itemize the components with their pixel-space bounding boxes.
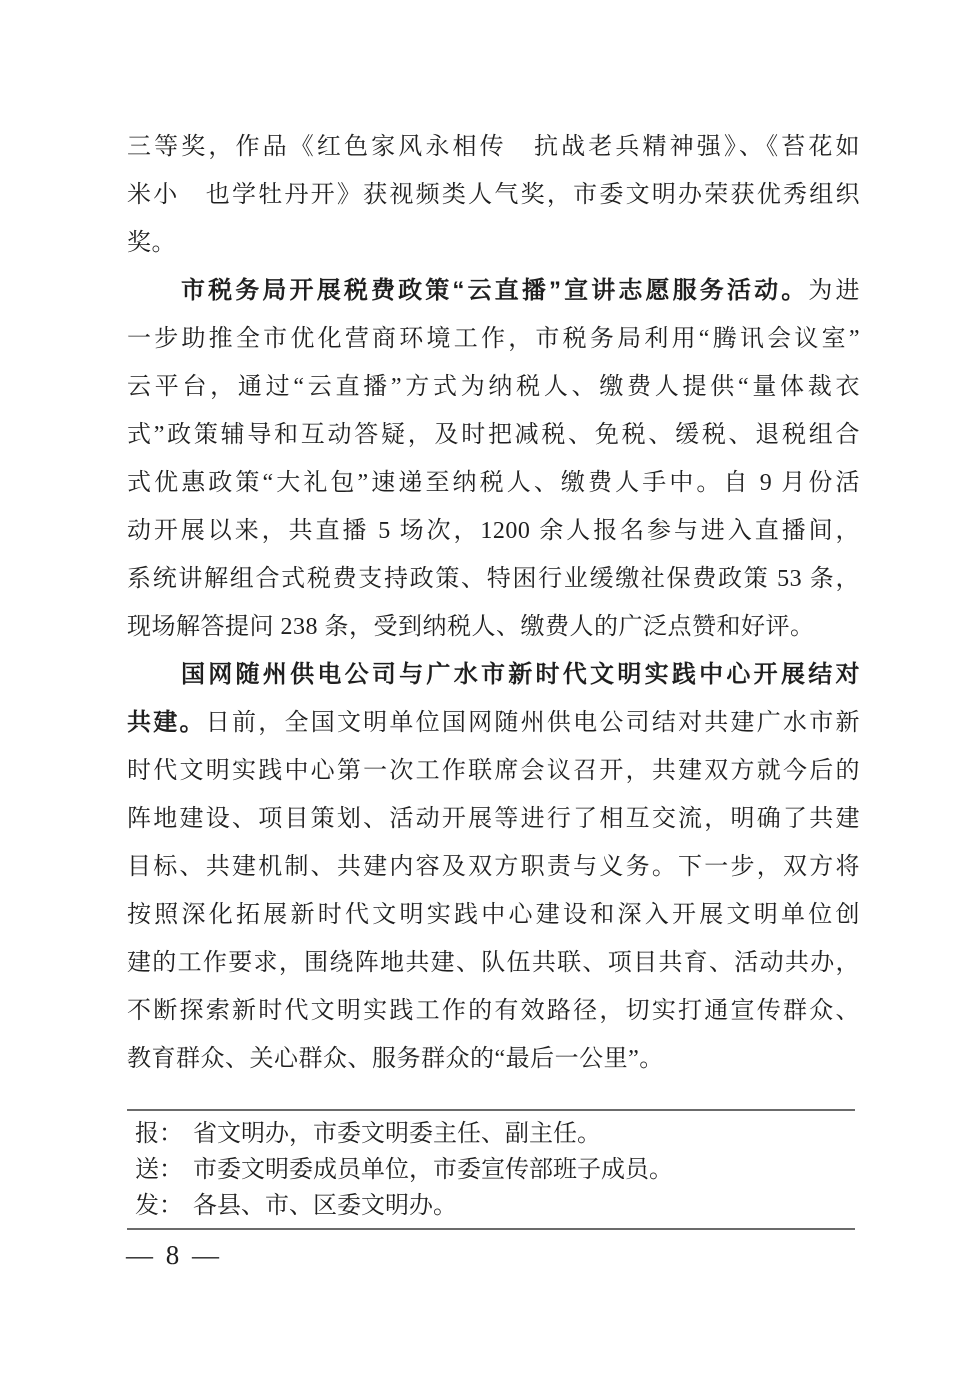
body-text: 建的工作要求，围绕阵地共建、队伍共联、项目共育、活动共办， [127,950,860,976]
text-line [127,843,860,891]
text-line [127,603,860,651]
paragraph-tax-bureau-livestream [127,267,860,651]
distribution-line [127,1188,855,1224]
body-text: 一步助推全市优化营商环境工作，市税务局利用“腾讯会议室” [127,326,860,352]
body-text: 动开展以来，共直播 5 场次，1200 余人报名参与进入直播间， [127,518,860,544]
distribution-text: 省文明办，市委文明委主任、副主任。 [193,1121,601,1147]
body-text: 日前，全国文明单位国网随州供电公司结对共建广水市新 [205,710,860,736]
body-text: 为进 [808,278,860,304]
distribution-footer [127,1109,855,1230]
body-text: 三等奖，作品《红色家风永相传 抗战老兵精神强》、《苔花如 [127,134,860,160]
body-text: 阵地建设、项目策划、活动开展等进行了相互交流，明确了共建 [127,806,860,832]
body-text: 米小 也学牡丹开》获视频类人气奖，市委文明办荣获优秀组织 [127,182,860,208]
distribution-label: 送： [135,1157,183,1183]
text-line [127,171,860,219]
body-text: 不断探索新时代文明实践工作的有效路径，切实打通宣传群众、 [127,998,860,1024]
text-line [127,555,860,603]
document-body [127,123,860,1083]
text-line [127,123,860,171]
text-line [127,1035,860,1083]
page-number: — 8 — [126,1240,222,1270]
text-line [127,651,860,699]
paragraph-power-company-pairing [127,651,860,1083]
text-line [127,411,860,459]
text-line [127,939,860,987]
body-text: 奖。 [127,230,176,256]
text-line [127,507,860,555]
text-line [127,363,860,411]
text-line [127,315,860,363]
bold-lead-text: 市税务局开展税费政策“云直播”宣讲志愿服务活动。 [181,277,809,304]
distribution-line [127,1152,855,1188]
text-line [127,747,860,795]
body-text: 教育群众、关心群众、服务群众的“最后一公里”。 [127,1046,664,1072]
text-line [127,987,860,1035]
distribution-text: 各县、市、区委文明办。 [193,1193,457,1219]
body-text: 系统讲解组合式税费支持政策、特困行业缓缴社保费政策 53 条， [127,566,860,592]
body-text: 云平台，通过“云直播”方式为纳税人、缴费人提供“量体裁衣 [127,374,860,400]
text-line [127,891,860,939]
text-line [127,267,860,315]
distribution-label: 报： [135,1121,183,1147]
distribution-text: 市委文明委成员单位，市委宣传部班子成员。 [193,1157,673,1183]
text-line [127,699,860,747]
text-line [127,219,860,267]
paragraph-contest-awards [127,123,860,267]
distribution-line [127,1116,855,1152]
bold-lead-text: 共建。 [127,709,206,736]
text-line [127,459,860,507]
text-line [127,795,860,843]
body-text: 式”政策辅导和互动答疑，及时把减税、免税、缓税、退税组合 [127,422,860,448]
body-text: 时代文明实践中心第一次工作联席会议召开，共建双方就今后的 [127,758,860,784]
body-text: 目标、共建机制、共建内容及双方职责与义务。下一步，双方将 [127,854,860,880]
distribution-label: 发： [135,1193,183,1219]
body-text: 按照深化拓展新时代文明实践中心建设和深入开展文明单位创 [127,902,860,928]
body-text: 式优惠政策“大礼包”速递至纳税人、缴费人手中。自 9 月份活 [127,470,860,496]
bold-lead-text: 国网随州供电公司与广水市新时代文明实践中心开展结对 [181,661,860,688]
body-text: 现场解答提问 238 条，受到纳税人、缴费人的广泛点赞和好评。 [127,614,815,640]
